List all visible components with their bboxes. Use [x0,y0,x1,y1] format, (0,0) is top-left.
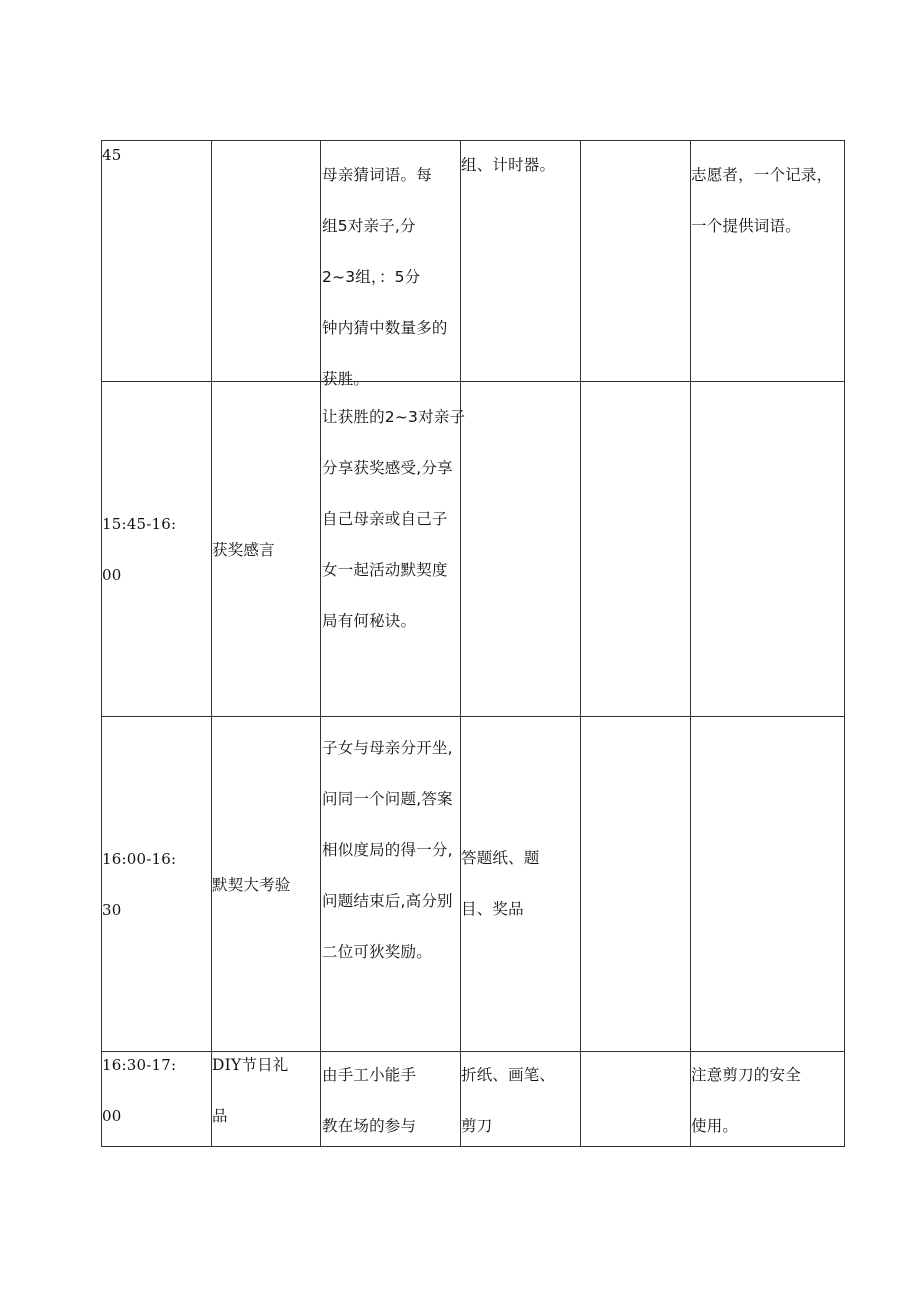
activity-line: 品 [212,1107,228,1125]
column-divider [211,141,212,1146]
table-row-3-activity [212,860,291,911]
content-line: 女一起活动默契度 [322,561,448,579]
content-line: 由手工小能手 [322,1066,417,1084]
content-line: 钟内猜中数量多的 [322,319,448,337]
notes-line: 志愿者，一个记录， [691,166,833,184]
materials-line: 目、奖品 [461,900,524,918]
table-row-1-notes [691,150,832,252]
time-text: 45 [102,146,122,164]
table-row-2-activity [212,525,275,576]
table-row-4-notes [691,1050,801,1152]
column-divider [690,141,691,1146]
table-row-4-materials [461,1050,555,1152]
content-line: 教在场的参与 [322,1117,417,1135]
table-row-1-content [322,150,448,405]
table-row-2-content [322,392,465,647]
materials-line: 组、计时器。 [461,156,556,174]
row-divider [102,381,844,382]
table-row-3-materials [461,833,540,935]
time-text: 16:00-16: [102,850,177,868]
notes-line: 注意剪刀的安全 [691,1066,801,1084]
content-line: 母亲猜词语。每 [322,166,432,184]
table-row-3-content [322,723,453,978]
content-line: 二位可狄奖励。 [322,943,432,961]
table-row-4-activity [212,1040,288,1142]
content-line: 组5对亲子,分 [322,217,416,235]
table-row-1-time [102,130,122,181]
table-row-4-time [102,1040,176,1142]
table-row-4-content [322,1050,416,1152]
time-text: 15:45-16: [102,515,177,533]
content-line: 问同一个问题,答案 [322,790,453,808]
content-line: 局有何秘诀。 [322,612,417,630]
notes-line: 使用。 [691,1117,739,1135]
column-divider [580,141,581,1146]
table-row-1-materials [461,140,555,191]
table-row-3-time [102,834,176,936]
materials-line: 剪刀 [461,1117,493,1135]
schedule-table [101,140,845,1147]
activity-line: 默契大考验 [212,876,291,894]
column-divider [320,141,321,1146]
content-line: 获胜。 [322,370,370,388]
activity-line: 获奖感言 [212,541,275,559]
row-divider [102,716,844,717]
table-row-2-time [102,499,176,601]
content-line: 分享获奖感受,分享 [322,459,453,477]
time-text: 30 [102,901,122,919]
content-line: 问题结束后,高分别 [322,892,453,910]
content-line: 自己母亲或自己子 [322,510,448,528]
time-text: 00 [102,1107,122,1125]
content-line: 相似度局的得一分, [322,841,453,859]
activity-line: DIY节日礼 [212,1056,289,1074]
materials-line: 折纸、画笔、 [461,1066,556,1084]
time-text: 16:30-17: [102,1056,177,1074]
content-line: 子女与母亲分开坐, [322,739,453,757]
materials-line: 答题纸、题 [461,849,540,867]
content-line: 2~3组，：5分 [322,268,421,286]
time-text: 00 [102,566,122,584]
notes-line: 一个提供词语。 [691,217,801,235]
content-line: 让获胜的2~3对亲子 [322,408,466,426]
